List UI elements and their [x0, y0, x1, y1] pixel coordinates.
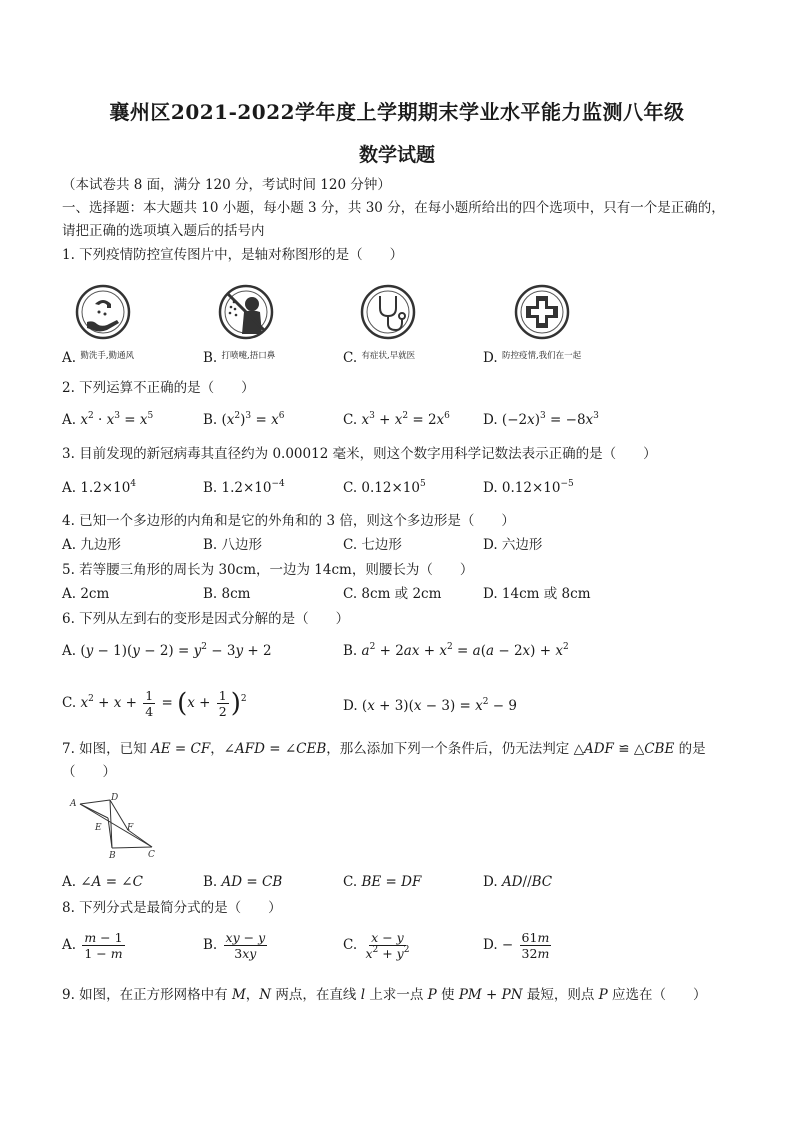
q2-option-c: C. $x^3 + x^2 = 2x^6$ — [343, 411, 450, 428]
q7-stem: 7. 如图，已知 AE = CF，∠AFD = ∠CEB，那么添加下列一个条件后，仍无法判定 △ADF ≌ △CBE 的是 — [62, 741, 706, 757]
q1-option-d: D. $^{防控疫情,我们在一起}$ — [483, 350, 582, 366]
q1-option-c: C. $^{有症状,早就医}$ — [343, 350, 416, 366]
q1-option-b: B. $^{打喷嚏,捂口鼻}$ — [203, 350, 276, 366]
q5-option-c: C. 8cm 或 2cm — [343, 586, 442, 602]
q4-option-c: C. 七边形 — [343, 537, 402, 553]
q3-option-b: B. $1.2\times 10^{-4}$ — [203, 479, 285, 496]
medical-cross-icon — [514, 282, 570, 346]
q8-option-c: C. $\frac{x - y}{x^2 + y^2}$ — [343, 930, 410, 961]
q2-stem: 2. 下列运算不正确的是（ ） — [62, 380, 255, 396]
q5-stem: 5. 若等腰三角形的周长为 30cm，一边为 14cm，则腰长为（ ） — [62, 562, 474, 578]
q3-option-d: D. $0.12\times 10^{-5}$ — [483, 479, 574, 496]
q7-option-b: B. AD = CB — [203, 874, 283, 890]
q6-option-b: B. $a^2 + 2ax + x^2 = a(a - 2x) + x^2$ — [343, 642, 569, 659]
q2-option-b: B. $(x^2)^3 = x^6$ — [203, 411, 285, 428]
q7-label-f: F — [127, 823, 134, 833]
q4-option-a: A. 九边形 — [62, 537, 121, 553]
q5-option-b: B. 8cm — [203, 586, 251, 602]
q1-option-a: A. $^{勤洗手,勤通风}$ — [62, 350, 135, 366]
section-heading-line2: 请把正确的选项填入题后的括号内 — [62, 223, 265, 239]
q4-stem: 4. 已知一个多边形的内角和是它的外角和的 3 倍，则这个多边形是（ ） — [62, 513, 515, 529]
q3-option-a: A. $1.2\times 10^4$ — [62, 479, 137, 496]
q6-stem: 6. 下列从左到右的变形是因式分解的是（ ） — [62, 611, 350, 627]
q7-figure — [62, 790, 162, 862]
q7-label-b: B — [109, 851, 116, 861]
q7-label-d: D — [111, 793, 119, 803]
exam-title: 襄州区2021-2022学年度上学期期末学业水平能力监测八年级 — [109, 100, 685, 124]
q7-label-c: C — [148, 850, 155, 860]
q8-option-a: A. $\frac{m - 1}{1 - m}$ — [62, 930, 123, 961]
q6-option-a: A. $(y - 1)(y - 2) = y^2 - 3y + 2$ — [62, 642, 272, 659]
q6-option-c: C. $x^2 + x$ + $\frac{1}{4}$ = (x + $\frac{1}{2}$ )$^2$ — [62, 688, 247, 719]
section-heading-line1: 一、选择题：本大题共 10 小题，每小题 3 分，共 30 分，在每小题所给出的四个选项中，只有一个是正确的， — [62, 200, 725, 216]
q7-stem-bracket: （ ） — [62, 764, 116, 780]
q2-option-d: D. $(-2x)^3 = -8x^3$ — [483, 411, 599, 428]
q6-option-d: D. $(x + 3)(x - 3) = x^2 - 9$ — [343, 697, 517, 714]
q2-option-a: A. $x^2 \cdot x^3 = x^5$ — [62, 411, 154, 428]
q3-stem: 3. 目前发现的新冠病毒其直径约为 0.00012 毫米，则这个数字用科学记数法表示正确的是（ ） — [62, 446, 657, 462]
q8-option-b: B. $\frac{xy - y}{3xy}$ — [203, 930, 266, 961]
hand-wash-icon — [75, 282, 131, 346]
q7-label-e: E — [95, 823, 102, 833]
q4-option-b: B. 八边形 — [203, 537, 263, 553]
q4-option-d: D. 六边形 — [483, 537, 543, 553]
q5-option-d: D. 14cm 或 8cm — [483, 586, 591, 602]
q9-stem: 9. 如图，在正方形网格中有 M，N 两点，在直线 l 上求一点 P 使 PM + PN 最短，则点 P 应选在（ ） — [62, 987, 707, 1003]
q7-option-a: A. ∠A = ∠C — [62, 874, 143, 890]
q3-option-c: C. $0.12\times 10^5$ — [343, 479, 426, 496]
q5-option-a: A. 2cm — [62, 586, 110, 602]
q1-stem: 1. 下列疫情防控宣传图片中，是轴对称图形的是（ ） — [62, 247, 404, 263]
stethoscope-icon — [360, 282, 416, 346]
q7-label-a: A — [70, 799, 77, 809]
q7-option-c: C. BE = DF — [343, 874, 422, 890]
exam-note: （本试卷共 8 面，满分 120 分，考试时间 120 分钟） — [62, 177, 391, 193]
sneeze-icon — [218, 282, 274, 346]
q8-stem: 8. 下列分式是最简分式的是（ ） — [62, 900, 282, 916]
q8-option-d: D. − $\frac{61m}{32m}$ — [483, 930, 550, 961]
exam-subject: 数学试题 — [358, 144, 435, 166]
q7-option-d: D. AD//BC — [483, 874, 553, 890]
